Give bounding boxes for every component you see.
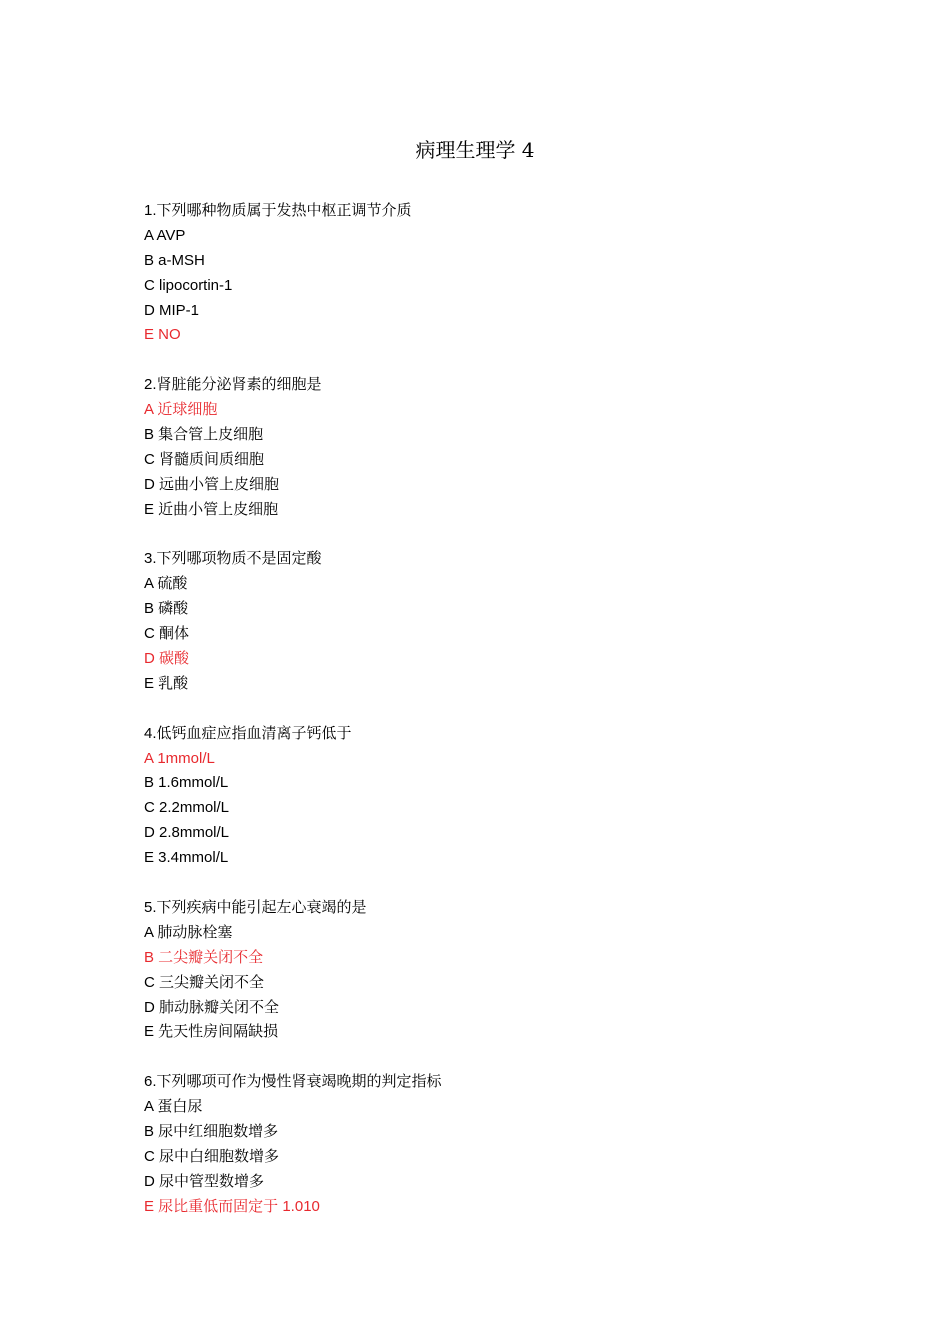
question-stem: 6.下列哪项可作为慢性肾衰竭晚期的判定指标 <box>144 1073 442 1091</box>
option-b: B a-MSH <box>144 251 205 269</box>
option-a-correct-answer: A 1mmol/L <box>144 749 215 767</box>
question-5 <box>144 896 824 1045</box>
option-d: D MIP-1 <box>144 301 200 319</box>
option-c: C 肾髓质间质细胞 <box>144 450 265 468</box>
option-d-correct-answer: D 碳酸 <box>144 650 190 668</box>
option-e-correct-answer: E 尿比重低而固定于 1.010 <box>144 1197 320 1215</box>
question-stem: 5.下列疾病中能引起左心衰竭的是 <box>144 898 367 916</box>
option-b: B 磷酸 <box>144 600 189 618</box>
document-title: 病理生理学 4 <box>415 138 535 162</box>
option-d: D 2.8mmol/L <box>144 824 230 842</box>
option-e: E 近曲小管上皮细胞 <box>144 500 279 518</box>
option-c: C 三尖瓣关闭不全 <box>144 973 265 991</box>
option-d: D 远曲小管上皮细胞 <box>144 475 280 493</box>
option-b: B 尿中红细胞数增多 <box>144 1122 279 1140</box>
question-stem: 2.肾脏能分泌肾素的细胞是 <box>144 376 322 394</box>
question-stem: 3.下列哪项物质不是固定酸 <box>144 550 322 568</box>
question-stem: 4.低钙血症应指血清离子钙低于 <box>144 724 352 742</box>
option-c: C 酮体 <box>144 625 190 643</box>
option-c: C lipocortin-1 <box>144 276 233 294</box>
question-6 <box>144 1070 824 1219</box>
question-3 <box>144 547 824 696</box>
option-b: B 集合管上皮细胞 <box>144 426 264 444</box>
question-stem: 1.下列哪种物质属于发热中枢正调节介质 <box>144 202 412 219</box>
option-a: A 硫酸 <box>144 575 188 593</box>
question-2 <box>144 373 824 522</box>
option-a: A AVP <box>144 226 186 244</box>
option-c: C 2.2mmol/L <box>144 799 230 817</box>
option-e: E 乳酸 <box>144 674 189 692</box>
option-e: E 3.4mmol/L <box>144 849 229 867</box>
option-a: A 蛋白尿 <box>144 1098 203 1116</box>
option-a-correct-answer: A 近球细胞 <box>144 401 218 419</box>
question-list <box>144 199 824 1244</box>
option-c: C 尿中白细胞数增多 <box>144 1147 280 1165</box>
option-d: D 尿中管型数增多 <box>144 1172 265 1190</box>
question-4 <box>144 722 824 871</box>
option-b-correct-answer: B 二尖瓣关闭不全 <box>144 948 264 966</box>
option-b: B 1.6mmol/L <box>144 774 229 792</box>
option-e-correct-answer: E NO <box>144 326 181 344</box>
question-1 <box>144 199 824 348</box>
option-e: E 先天性房间隔缺损 <box>144 1023 279 1041</box>
option-d: D 肺动脉瓣关闭不全 <box>144 998 280 1016</box>
option-a: A 肺动脉栓塞 <box>144 923 233 941</box>
